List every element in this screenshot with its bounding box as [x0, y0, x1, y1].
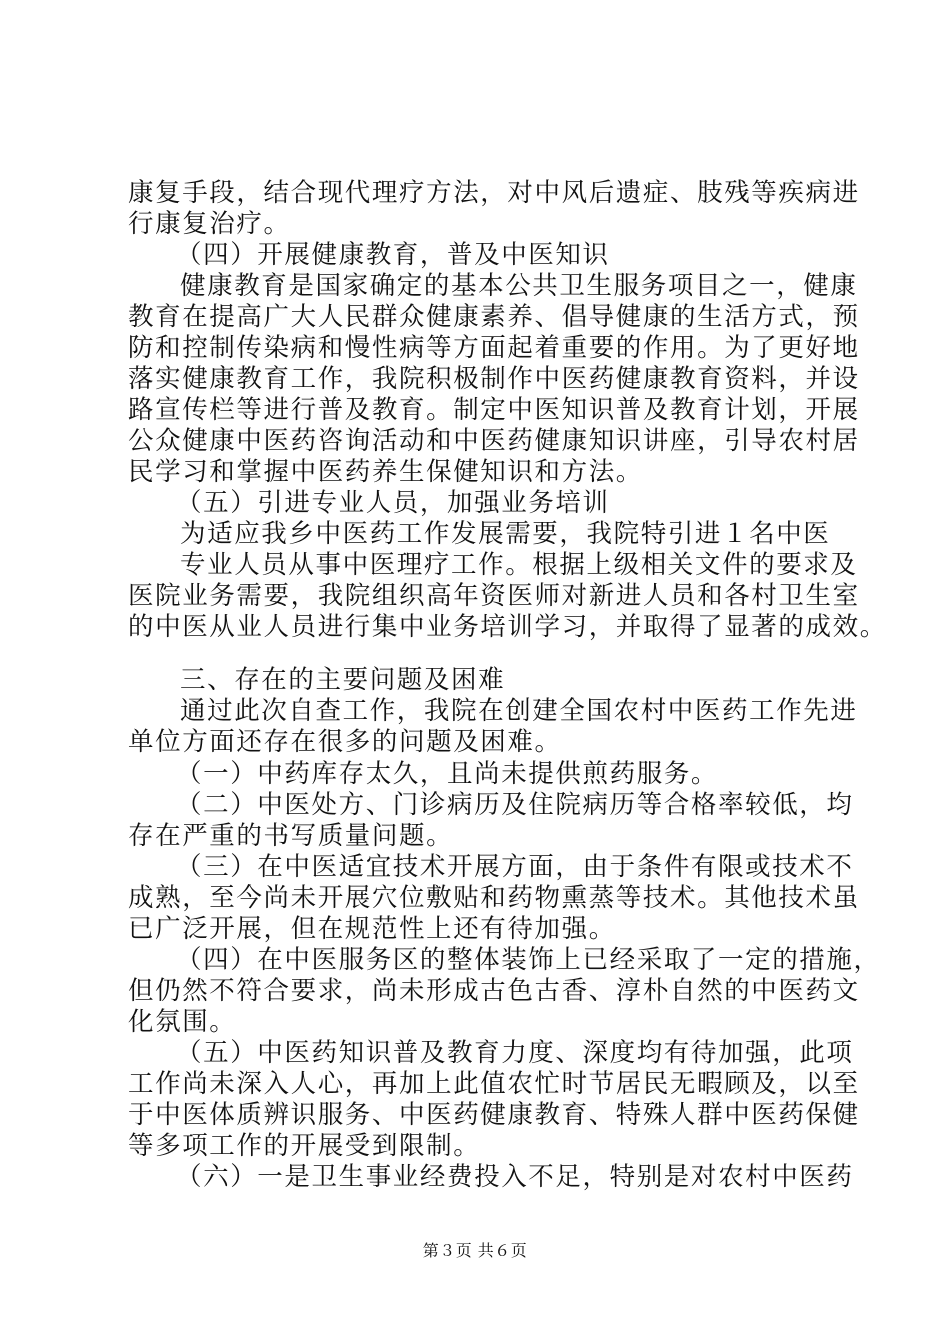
text-line: 已广泛开展，但在规范性上还有待加强。 — [128, 914, 616, 944]
text-line: 于中医体质辨识服务、中医药健康教育、特殊人群中医药保健 — [128, 1100, 860, 1130]
list-item: （五）中医药知识普及教育力度、深度均有待加强，此项 — [176, 1038, 854, 1068]
text-line: 行康复治疗。 — [128, 209, 291, 239]
text-line: 路宣传栏等进行普及教育。制定中医知识普及教育计划，开展 — [128, 395, 860, 425]
text-line: 单位方面还存在很多的问题及困难。 — [128, 727, 562, 757]
list-item: （三）在中医适宜技术开展方面，由于条件有限或技术不 — [176, 852, 854, 882]
list-item: （六）一是卫生事业经费投入不足，特别是对农村中医药 — [176, 1162, 854, 1192]
text-line: 康复手段，结合现代理疗方法，对中风后遗症、肢残等疾病进 — [128, 178, 860, 208]
text-line: 教育在提高广大人民群众健康素养、倡导健康的生活方式，预 — [128, 302, 860, 332]
section-heading: （五）引进专业人员，加强业务培训 — [176, 488, 610, 518]
text-line: 存在严重的书写质量问题。 — [128, 821, 454, 851]
text-line: 医院业务需要，我院组织高年资医师对新进人员和各村卫生室 — [128, 581, 860, 611]
section-heading: （四）开展健康教育，普及中医知识 — [176, 240, 610, 270]
text-line: 公众健康中医药咨询活动和中医药健康知识讲座，引导农村居 — [128, 426, 860, 456]
list-item: （一）中药库存太久，且尚未提供煎药服务。 — [176, 759, 719, 789]
text-line: 健康教育是国家确定的基本公共卫生服务项目之一，健康 — [180, 271, 858, 301]
text-line: 成熟，至今尚未开展穴位敷贴和药物熏蒸等技术。其他技术虽 — [128, 883, 860, 913]
page-number-footer: 第３页 共６页 — [422, 1241, 528, 1260]
text-line: 通过此次自查工作，我院在创建全国农村中医药工作先进 — [180, 696, 858, 726]
text-line: 等多项工作的开展受到限制。 — [128, 1131, 481, 1161]
text-line: 专业人员从事中医理疗工作。根据上级相关文件的要求及 — [180, 550, 858, 580]
text-line: 的中医从业人员进行集中业务培训学习，并取得了显著的成效。 — [128, 612, 887, 642]
list-item: （四）在中医服务区的整体装饰上已经采取了一定的措施， — [176, 945, 881, 975]
text-line: 民学习和掌握中医药养生保健知识和方法。 — [128, 457, 643, 487]
text-line: 化氛围。 — [128, 1007, 237, 1037]
section-heading: 三、存在的主要问题及困难 — [180, 665, 506, 695]
list-item: （二）中医处方、门诊病历及住院病历等合格率较低，均 — [176, 790, 854, 820]
text-line: 工作尚未深入人心，再加上此值农忙时节居民无暇顾及，以至 — [128, 1069, 860, 1099]
text-line: 防和控制传染病和慢性病等方面起着重要的作用。为了更好地 — [128, 333, 860, 363]
text-line: 落实健康教育工作，我院积极制作中医药健康教育资料，并设 — [128, 364, 860, 394]
text-line: 但仍然不符合要求，尚未形成古色古香、淳朴自然的中医药文 — [128, 976, 860, 1006]
text-line: 为适应我乡中医药工作发展需要，我院特引进１名中医 — [180, 519, 831, 549]
